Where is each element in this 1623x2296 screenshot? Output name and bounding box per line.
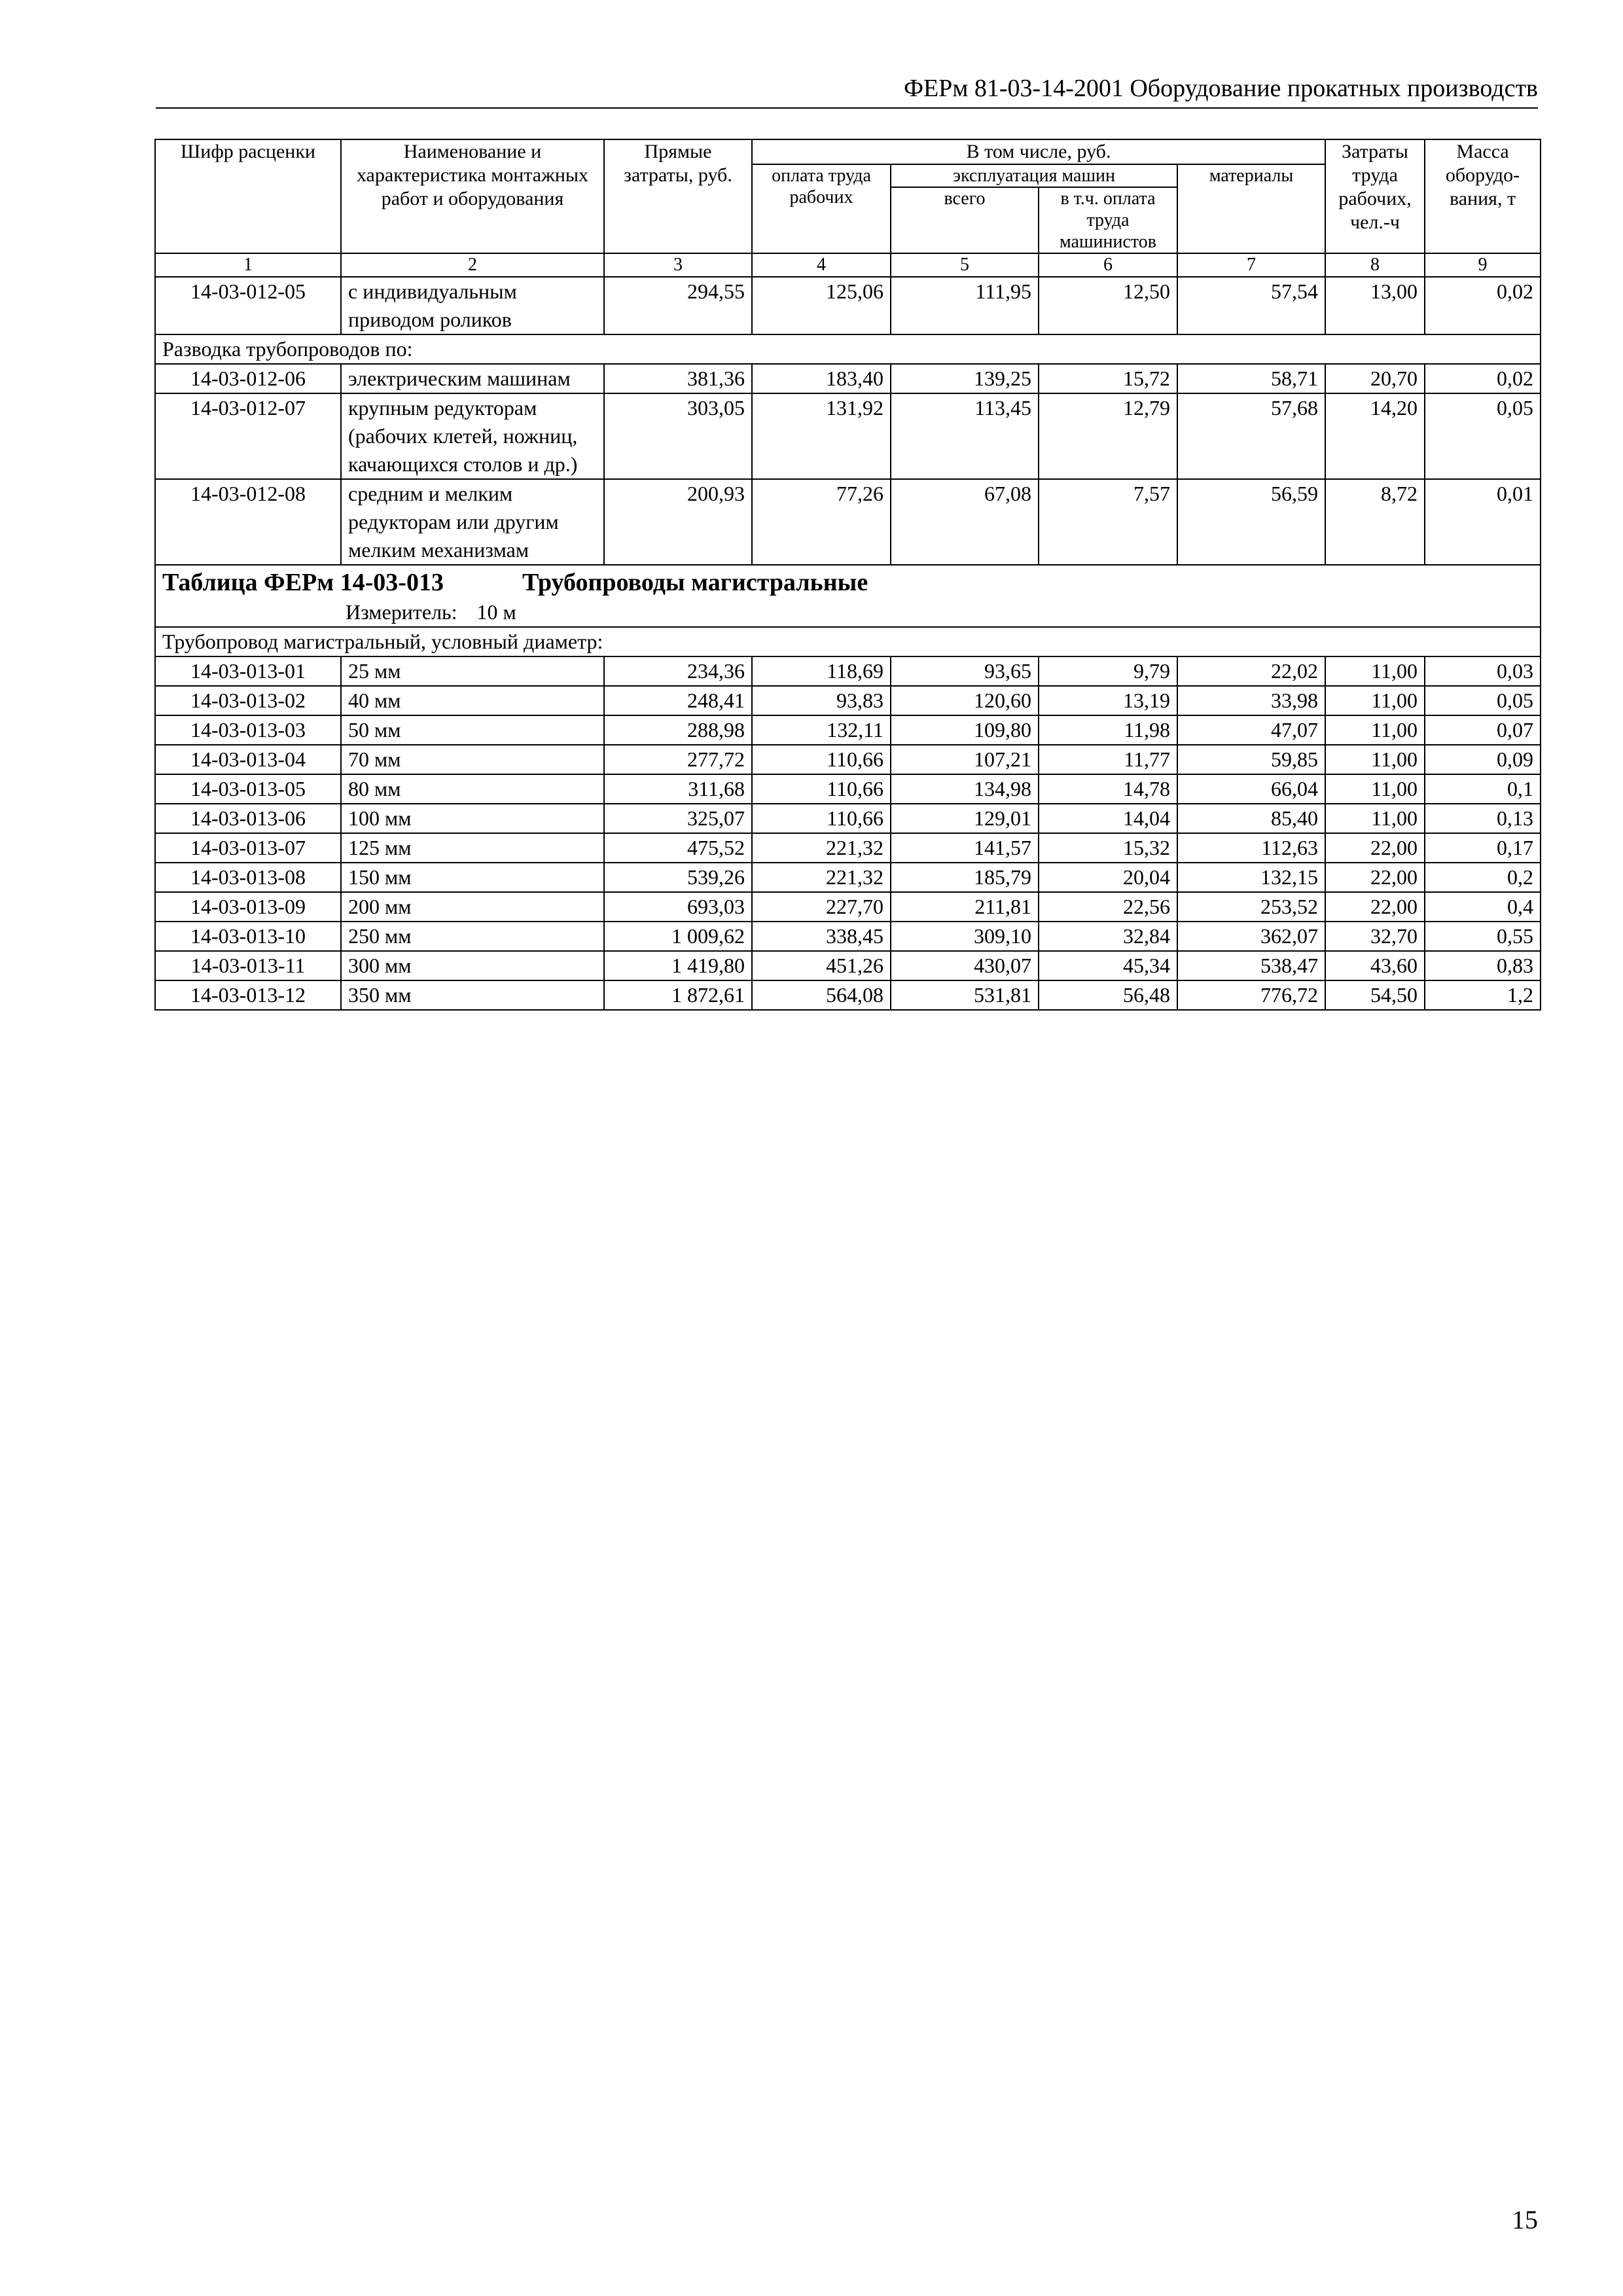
labor-hours: 11,00: [1325, 774, 1425, 804]
direct-costs: 303,05: [604, 393, 752, 479]
machines-total: 113,45: [891, 393, 1039, 479]
column-number-row: [155, 253, 1541, 277]
machines-total: 141,57: [891, 833, 1039, 863]
rate-code: 14-03-013-11: [155, 951, 341, 980]
machines-total: 93,65: [891, 656, 1039, 686]
table-row: [155, 715, 1541, 745]
work-name: 250 мм: [341, 922, 604, 951]
column-number: 5: [891, 253, 1039, 277]
column-number: 4: [752, 253, 891, 277]
table-row: [155, 980, 1541, 1010]
labor-hours: 22,00: [1325, 863, 1425, 892]
table-title-cell: [155, 565, 1541, 627]
work-name: 70 мм: [341, 745, 604, 774]
equipment-mass: 0,02: [1425, 277, 1541, 334]
machines-labor: 9,79: [1039, 656, 1177, 686]
labor-pay: 338,45: [752, 922, 891, 951]
equipment-mass: 0,1: [1425, 774, 1541, 804]
rate-code: 14-03-013-10: [155, 922, 341, 951]
labor-hours: 32,70: [1325, 922, 1425, 951]
document-header: ФЕРм 81-03-14-2001 Оборудование прокатных производств: [903, 75, 1538, 102]
equipment-mass: 0,09: [1425, 745, 1541, 774]
direct-costs: 381,36: [604, 364, 752, 393]
direct-costs: 693,03: [604, 892, 752, 922]
work-name: с индивидуальным приводом роликов: [341, 277, 604, 334]
table-row: [155, 774, 1541, 804]
pipeline-rows: [155, 656, 1541, 1010]
labor-pay: 131,92: [752, 393, 891, 479]
direct-costs: 1 009,62: [604, 922, 752, 951]
machines-labor: 12,50: [1039, 277, 1177, 334]
materials: 85,40: [1177, 804, 1325, 833]
header-labor-pay: оплата труда рабочих: [752, 164, 891, 253]
header-labor-hours: Затраты труда рабочих, чел.-ч: [1325, 139, 1425, 253]
equipment-mass: 0,55: [1425, 922, 1541, 951]
rate-code: 14-03-013-04: [155, 745, 341, 774]
machines-total: 531,81: [891, 980, 1039, 1010]
machines-labor: 15,32: [1039, 833, 1177, 863]
equipment-mass: 0,05: [1425, 393, 1541, 479]
labor-pay: 77,26: [752, 479, 891, 565]
header-divider: [156, 107, 1538, 109]
measure-line: [162, 598, 1533, 626]
materials: 253,52: [1177, 892, 1325, 922]
labor-hours: 43,60: [1325, 951, 1425, 980]
machines-labor: 7,57: [1039, 479, 1177, 565]
machines-labor: 15,72: [1039, 364, 1177, 393]
rate-code: 14-03-013-09: [155, 892, 341, 922]
labor-pay: 183,40: [752, 364, 891, 393]
machines-labor: 56,48: [1039, 980, 1177, 1010]
column-number: 3: [604, 253, 752, 277]
materials: 57,54: [1177, 277, 1325, 334]
rate-code: 14-03-013-08: [155, 863, 341, 892]
column-number: 8: [1325, 253, 1425, 277]
labor-pay: 125,06: [752, 277, 891, 334]
equipment-mass: 0,83: [1425, 951, 1541, 980]
direct-costs: 288,98: [604, 715, 752, 745]
machines-labor: 13,19: [1039, 686, 1177, 715]
column-number: 7: [1177, 253, 1325, 277]
direct-costs: 294,55: [604, 277, 752, 334]
header-machines-labor: в т.ч. оплата труда машинистов: [1039, 187, 1177, 253]
materials: 59,85: [1177, 745, 1325, 774]
rate-code: 14-03-012-06: [155, 364, 341, 393]
column-number: 6: [1039, 253, 1177, 277]
labor-pay: 110,66: [752, 745, 891, 774]
work-name: 300 мм: [341, 951, 604, 980]
materials: 22,02: [1177, 656, 1325, 686]
work-name: 150 мм: [341, 863, 604, 892]
table-title: [162, 565, 1533, 598]
materials: 66,04: [1177, 774, 1325, 804]
machines-total: 120,60: [891, 686, 1039, 715]
machines-total: 129,01: [891, 804, 1039, 833]
machines-total: 107,21: [891, 745, 1039, 774]
labor-pay: 564,08: [752, 980, 891, 1010]
labor-hours: 14,20: [1325, 393, 1425, 479]
rates-table: [154, 139, 1541, 1011]
measure-value: 10 м: [476, 600, 516, 624]
labor-hours: 20,70: [1325, 364, 1425, 393]
machines-total: 430,07: [891, 951, 1039, 980]
rate-code: 14-03-012-08: [155, 479, 341, 565]
page-number: 15: [1512, 2205, 1538, 2234]
table-row: [155, 656, 1541, 686]
materials: 132,15: [1177, 863, 1325, 892]
section-heading-row: [155, 334, 1541, 364]
labor-hours: 11,00: [1325, 804, 1425, 833]
materials: 112,63: [1177, 833, 1325, 863]
equipment-mass: 0,17: [1425, 833, 1541, 863]
table-row: [155, 863, 1541, 892]
labor-hours: 11,00: [1325, 686, 1425, 715]
table-row: [155, 479, 1541, 565]
rate-code: 14-03-013-05: [155, 774, 341, 804]
labor-pay: 132,11: [752, 715, 891, 745]
direct-costs: 1 872,61: [604, 980, 752, 1010]
materials: 56,59: [1177, 479, 1325, 565]
labor-pay: 110,66: [752, 774, 891, 804]
column-number: 9: [1425, 253, 1541, 277]
labor-hours: 22,00: [1325, 833, 1425, 863]
machines-labor: 22,56: [1039, 892, 1177, 922]
table-row: [155, 364, 1541, 393]
table-row: [155, 922, 1541, 951]
rate-code: 14-03-012-05: [155, 277, 341, 334]
rate-code: 14-03-012-07: [155, 393, 341, 479]
machines-labor: 32,84: [1039, 922, 1177, 951]
direct-costs: 311,68: [604, 774, 752, 804]
table-row: [155, 892, 1541, 922]
measure-label: Измеритель:: [346, 600, 457, 624]
labor-hours: 54,50: [1325, 980, 1425, 1010]
rate-code: 14-03-013-07: [155, 833, 341, 863]
work-name: 100 мм: [341, 804, 604, 833]
labor-pay: 110,66: [752, 804, 891, 833]
column-number: 1: [155, 253, 341, 277]
machines-total: 309,10: [891, 922, 1039, 951]
materials: 538,47: [1177, 951, 1325, 980]
machines-total: 109,80: [891, 715, 1039, 745]
table-row: [155, 833, 1541, 863]
table-row: [155, 277, 1541, 334]
table-row: [155, 745, 1541, 774]
machines-labor: 20,04: [1039, 863, 1177, 892]
rate-code: 14-03-013-01: [155, 656, 341, 686]
labor-hours: 22,00: [1325, 892, 1425, 922]
direct-costs: 234,36: [604, 656, 752, 686]
materials: 362,07: [1177, 922, 1325, 951]
machines-labor: 14,78: [1039, 774, 1177, 804]
work-name: 40 мм: [341, 686, 604, 715]
machines-total: 139,25: [891, 364, 1039, 393]
direct-costs: 475,52: [604, 833, 752, 863]
rate-code: 14-03-013-06: [155, 804, 341, 833]
materials: 33,98: [1177, 686, 1325, 715]
direct-costs: 325,07: [604, 804, 752, 833]
machines-labor: 12,79: [1039, 393, 1177, 479]
labor-pay: 93,83: [752, 686, 891, 715]
work-name: крупным редукторам (рабочих клетей, ножниц, качающихся столов и др.): [341, 393, 604, 479]
work-name: 350 мм: [341, 980, 604, 1010]
table-row: [155, 686, 1541, 715]
work-name: 50 мм: [341, 715, 604, 745]
equipment-mass: 0,03: [1425, 656, 1541, 686]
labor-pay: 227,70: [752, 892, 891, 922]
table-label: Таблица ФЕРм 14-03-013: [162, 569, 444, 596]
labor-hours: 11,00: [1325, 745, 1425, 774]
direct-costs: 248,41: [604, 686, 752, 715]
table-row: [155, 393, 1541, 479]
header-mass: Масса оборудо-вания, т: [1425, 139, 1541, 253]
work-name: 125 мм: [341, 833, 604, 863]
labor-hours: 11,00: [1325, 656, 1425, 686]
table-title-row: [155, 565, 1541, 627]
table-row: [155, 804, 1541, 833]
equipment-mass: 0,07: [1425, 715, 1541, 745]
labor-hours: 8,72: [1325, 479, 1425, 565]
labor-pay: 451,26: [752, 951, 891, 980]
equipment-mass: 0,02: [1425, 364, 1541, 393]
machines-total: 134,98: [891, 774, 1039, 804]
machines-total: 211,81: [891, 892, 1039, 922]
machines-labor: 11,98: [1039, 715, 1177, 745]
machines-total: 111,95: [891, 277, 1039, 334]
work-name: 25 мм: [341, 656, 604, 686]
machines-labor: 45,34: [1039, 951, 1177, 980]
labor-hours: 11,00: [1325, 715, 1425, 745]
rate-code: 14-03-013-12: [155, 980, 341, 1010]
direct-costs: 1 419,80: [604, 951, 752, 980]
labor-hours: 13,00: [1325, 277, 1425, 334]
work-name: 80 мм: [341, 774, 604, 804]
rate-code: 14-03-013-03: [155, 715, 341, 745]
work-name: электрическим машинам: [341, 364, 604, 393]
header-including: В том числе, руб.: [752, 139, 1325, 164]
labor-pay: 221,32: [752, 863, 891, 892]
header-code: Шифр расценки: [155, 139, 341, 253]
direct-costs: 277,72: [604, 745, 752, 774]
machines-total: 185,79: [891, 863, 1039, 892]
direct-costs: 539,26: [604, 863, 752, 892]
machines-labor: 14,04: [1039, 804, 1177, 833]
materials: 57,68: [1177, 393, 1325, 479]
equipment-mass: 0,13: [1425, 804, 1541, 833]
header-name: Наименование и характеристика монтажных работ и оборудования: [341, 139, 604, 253]
wiring-heading: Разводка трубопроводов по:: [155, 334, 1541, 364]
equipment-mass: 0,05: [1425, 686, 1541, 715]
labor-pay: 118,69: [752, 656, 891, 686]
header-machines-total: всего: [891, 187, 1039, 253]
materials: 776,72: [1177, 980, 1325, 1010]
header-materials: материалы: [1177, 164, 1325, 253]
work-name: 200 мм: [341, 892, 604, 922]
materials: 58,71: [1177, 364, 1325, 393]
header-machines: эксплуатация машин: [891, 164, 1177, 187]
machines-labor: 11,77: [1039, 745, 1177, 774]
section-heading-row: [155, 627, 1541, 656]
equipment-mass: 1,2: [1425, 980, 1541, 1010]
table-row: [155, 951, 1541, 980]
table-name: Трубопроводы магистральные: [522, 569, 868, 596]
column-number: 2: [341, 253, 604, 277]
direct-costs: 200,93: [604, 479, 752, 565]
equipment-mass: 0,01: [1425, 479, 1541, 565]
equipment-mass: 0,4: [1425, 892, 1541, 922]
rate-code: 14-03-013-02: [155, 686, 341, 715]
labor-pay: 221,32: [752, 833, 891, 863]
header-direct-costs: Прямые затраты, руб.: [604, 139, 752, 253]
work-name: средним и мелким редукторам или другим мелким механизмам: [341, 479, 604, 565]
materials: 47,07: [1177, 715, 1325, 745]
machines-total: 67,08: [891, 479, 1039, 565]
equipment-mass: 0,2: [1425, 863, 1541, 892]
pipeline-heading: Трубопровод магистральный, условный диаметр:: [155, 627, 1541, 656]
